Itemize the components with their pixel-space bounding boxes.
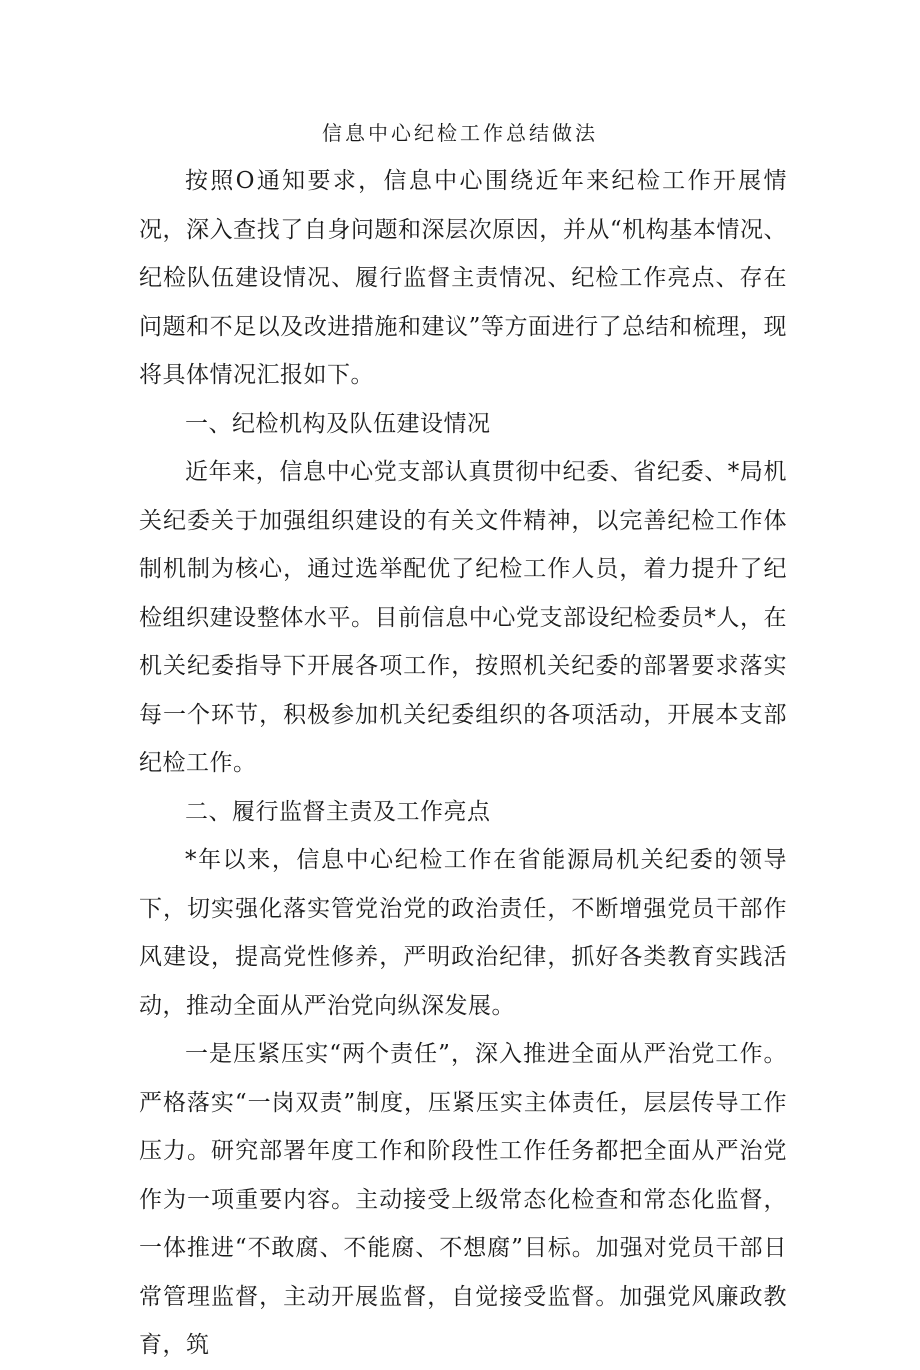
document-title: 信息中心纪检工作总结做法 xyxy=(322,121,598,145)
section1-paragraph: 近年来，信息中心党支部认真贯彻中纪委、省纪委、*局机关纪委关于加强组织建设的有关文件精神，以完善纪检工作体制机制为核心，通过选举配优了纪检工作人员，着力提升了纪检组织建设整体水平。目前信息中心党支部设纪检委员*人，在机关纪委指导下开展各项工作，按照机关纪委的部署要求落实每一个环节，积极参加机关纪委组织的各项活动，开展本支部纪检工作。 xyxy=(139,459,787,776)
document-body xyxy=(139,157,787,1370)
section1-heading: 一、纪检机构及队伍建设情况 xyxy=(185,410,491,437)
section2-paragraph-1: *年以来，信息中心纪检工作在省能源局机关纪委的领导下，切实强化落实管党治党的政治责任，不断增强党员干部作风建设，提高党性修养，严明政治纪律，抓好各类教育实践活动，推动全面从严治党向纵深发展。 xyxy=(139,847,787,1019)
section2-heading: 二、履行监督主责及工作亮点 xyxy=(185,798,491,825)
section2-paragraph-2: 一是压紧压实“两个责任”，深入推进全面从严治党工作。严格落实“一岗双责”制度，压紧压实主体责任，层层传导工作压力。研究部署年度工作和阶段性工作任务都把全面从严治党作为一项重要内容。主动接受上级常态化检查和常态化监督，一体推进“不敢腐、不能腐、不想腐”目标。加强对党员干部日常管理监督，主动开展监督，自觉接受监督。加强党风廉政教育，筑 xyxy=(139,1041,787,1358)
intro-paragraph: 按照O通知要求，信息中心围绕近年来纪检工作开展情况，深入查找了自身问题和深层次原因，并从“机构基本情况、纪检队伍建设情况、履行监督主责情况、纪检工作亮点、存在问题和不足以及改进措施和建议”等方面进行了总结和梳理，现将具体情况汇报如下。 xyxy=(139,168,787,388)
